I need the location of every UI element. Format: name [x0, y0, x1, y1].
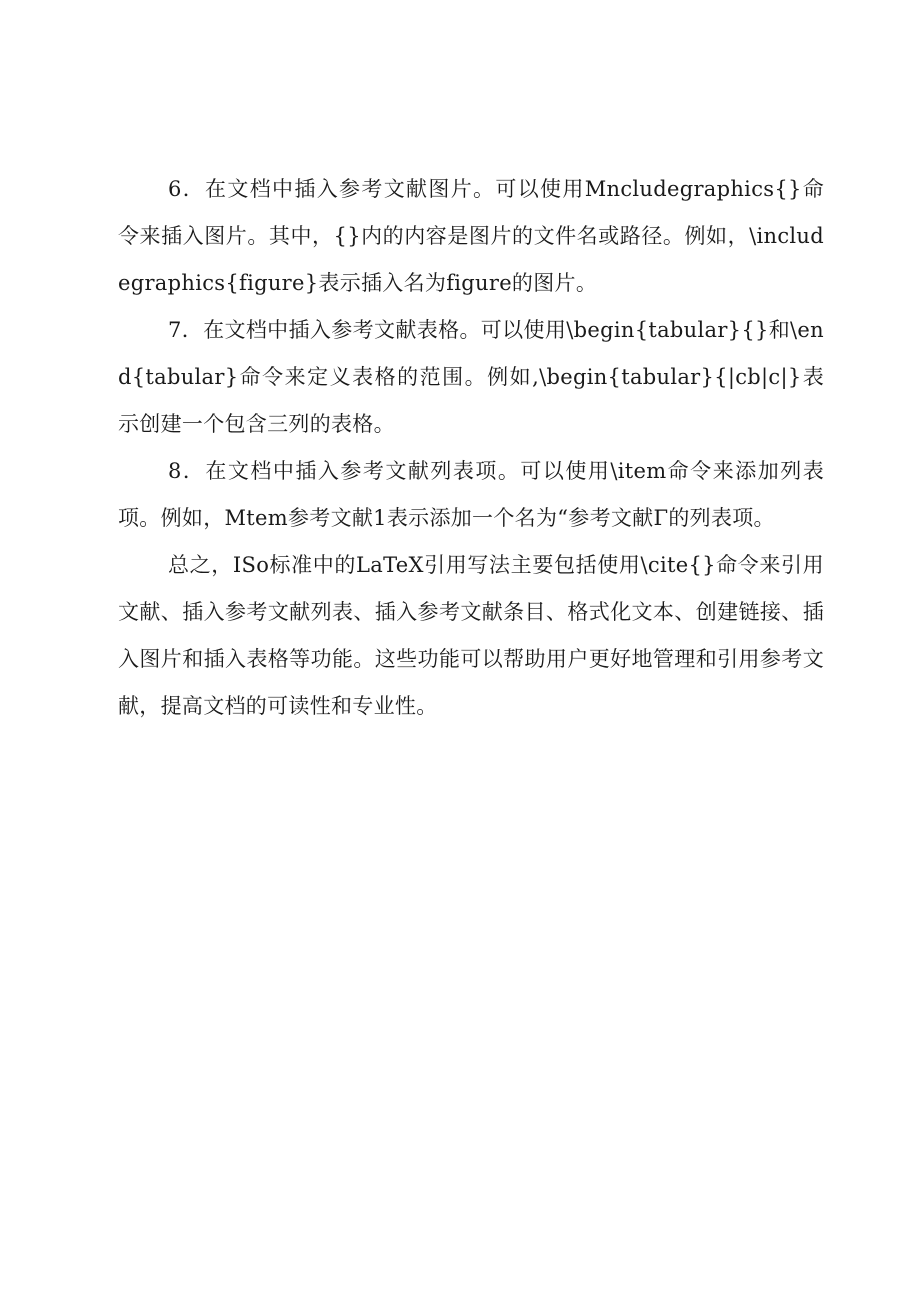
paragraph-item-6: 6．在文档中插入参考文献图片。可以使用Mncludegraphics{}命令来插入图片。其中，{}内的内容是图片的文件名或路径。例如，\includegraphics{figure}表示插入名为figure的图片。: [118, 177, 824, 295]
paragraph-summary: 总之，ISo标准中的LaTeX引用写法主要包括使用\cite{}命令来引用文献、插入参考文献列表、插入参考文献条目、格式化文本、创建链接、插入图片和插入表格等功能。这些功能可以帮助用户更好地管理和引用参考文献，提高文档的可读性和专业性。: [118, 553, 824, 718]
paragraph-item-8: 8．在文档中插入参考文献列表项。可以使用\item命令来添加列表项。例如，Mtem参考文献1表示添加一个名为“参考文献Γ的列表项。: [118, 459, 824, 530]
paragraph-item-7: 7．在文档中插入参考文献表格。可以使用\begin{tabular}{}和\end{tabular}命令来定义表格的范围。例如,\begin{tabular}{|cb|c|}表示创建一个包含三列的表格。: [118, 318, 824, 436]
document-page: [118, 166, 824, 730]
